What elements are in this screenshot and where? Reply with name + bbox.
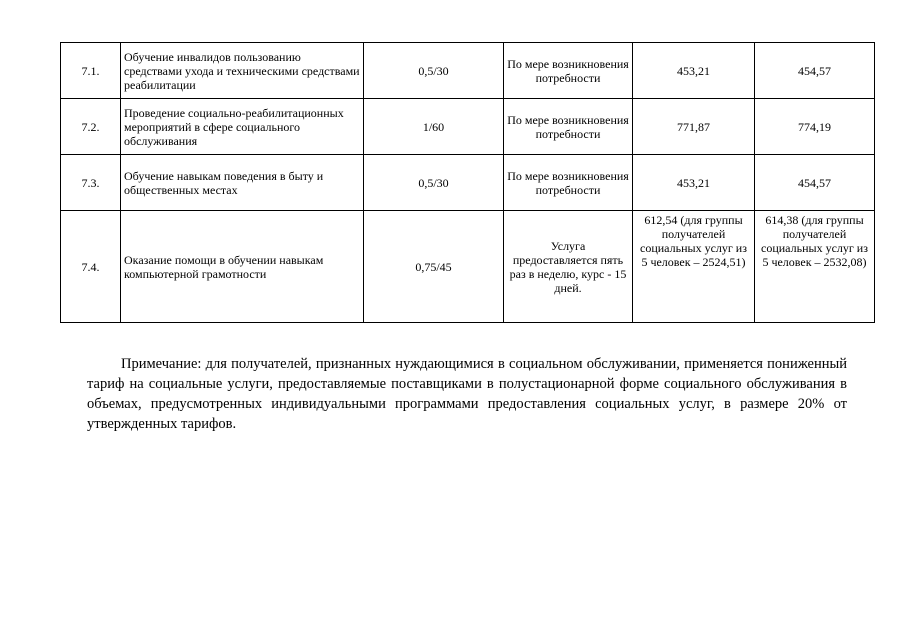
service-volume: 0,5/30 [364,43,504,99]
tariff-table [60,42,875,323]
service-name: Оказание помощи в обучении навыкам компьютерной грамотности [121,211,364,323]
service-name: Проведение социально-реабилитационных мероприятий в сфере социального обслуживания [121,99,364,155]
service-frequency: По мере возникновения потребности [504,43,633,99]
service-frequency: По мере возникновения потребности [504,99,633,155]
tariff-price-2: 774,19 [755,99,875,155]
service-frequency: По мере возникновения потребности [504,155,633,211]
service-volume: 1/60 [364,99,504,155]
table-row [61,99,875,155]
tariff-price-2: 454,57 [755,155,875,211]
row-number: 7.1. [61,43,121,99]
tariff-price-1: 453,21 [633,43,755,99]
tariff-price-1: 612,54 (для группы получателей социальных услуг из 5 человек – 2524,51) [633,211,755,323]
table-row [61,155,875,211]
table-row [61,211,875,323]
tariff-price-2: 614,38 (для группы получателей социальных услуг из 5 человек – 2532,08) [755,211,875,323]
tariff-price-1: 453,21 [633,155,755,211]
tariff-price-1: 771,87 [633,99,755,155]
tariff-price-2: 454,57 [755,43,875,99]
service-volume: 0,5/30 [364,155,504,211]
row-number: 7.2. [61,99,121,155]
service-name: Обучение инвалидов пользованию средствами ухода и техническими средствами реабилитации [121,43,364,99]
service-name: Обучение навыкам поведения в быту и общественных местах [121,155,364,211]
note-paragraph: Примечание: для получателей, признанных нуждающимися в социальном обслуживании, применяется пониженный тариф на социальные услуги, предоставляемые поставщиками в полустационарной форме социального обслуживания в объемах, предусмотренных индивидуальными программами предоставления социальных услуг, в размере 20% от утвержденных тарифов. [87,356,847,432]
table-row [61,43,875,99]
row-number: 7.4. [61,211,121,323]
row-number: 7.3. [61,155,121,211]
service-frequency: Услуга предоставляется пять раз в неделю, курс - 15 дней. [504,211,633,323]
service-volume: 0,75/45 [364,211,504,323]
